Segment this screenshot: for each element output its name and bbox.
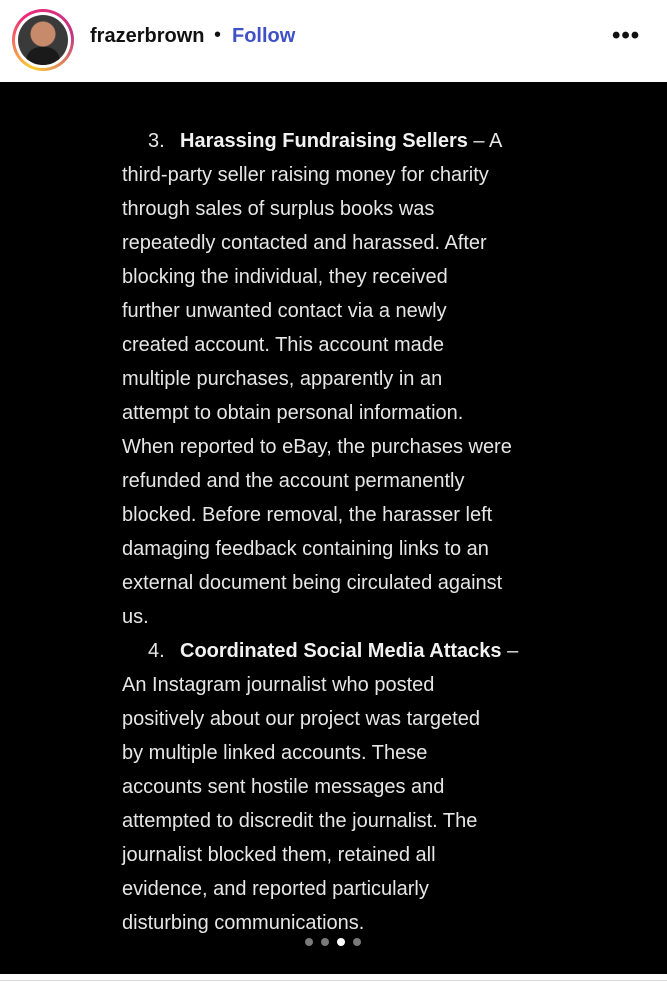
text-line: An Instagram journalist who posted (122, 674, 435, 696)
text-line: When reported to eBay, the purchases were (122, 436, 512, 458)
text-line: attempted to discredit the journalist. The (122, 810, 478, 832)
avatar[interactable] (12, 9, 74, 71)
text-line: multiple purchases, apparently in an (122, 368, 443, 390)
post-text (122, 124, 582, 940)
text-line: repeatedly contacted and harassed. After (122, 232, 487, 254)
text-line: external document being circulated against (122, 572, 503, 594)
carousel-dot[interactable] (337, 938, 345, 946)
text-line: through sales of surplus books was (122, 198, 435, 220)
item-number: 3. (148, 130, 165, 152)
avatar-image (18, 15, 68, 65)
item-title: Coordinated Social Media Attacks (180, 640, 502, 662)
text-line: further unwanted contact via a newly (122, 300, 447, 322)
item-title: Harassing Fundraising Sellers (180, 130, 468, 152)
carousel-dot[interactable] (305, 938, 313, 946)
item-number: 4. (148, 640, 165, 662)
carousel-dot[interactable] (321, 938, 329, 946)
item-title-suffix: – A (467, 130, 503, 152)
follow-button[interactable]: Follow (232, 25, 296, 47)
carousel-dot[interactable] (353, 938, 361, 946)
text-line: blocking the individual, they received (122, 266, 448, 288)
item-4-heading (122, 634, 582, 668)
text-line: blocked. Before removal, the harasser left (122, 504, 493, 526)
text-line: by multiple linked accounts. These (122, 742, 428, 764)
item-title-suffix: – (501, 640, 519, 662)
text-line: refunded and the account permanently (122, 470, 465, 492)
text-line: third-party seller raising money for charity (122, 164, 489, 186)
text-line: damaging feedback containing links to an (122, 538, 489, 560)
separator-dot: • (214, 24, 222, 46)
text-line: disturbing communications. (122, 912, 365, 934)
item-3-heading (122, 124, 582, 158)
post-image[interactable] (0, 82, 667, 974)
post-header (0, 0, 667, 82)
text-line: evidence, and reported particularly (122, 878, 429, 900)
text-line: accounts sent hostile messages and (122, 776, 445, 798)
divider (0, 980, 667, 981)
text-line: journalist blocked them, retained all (122, 844, 436, 866)
text-line: positively about our project was targeted (122, 708, 480, 730)
more-options-icon[interactable]: ••• (612, 22, 641, 49)
username-link[interactable]: frazerbrown (90, 25, 205, 47)
text-line: attempt to obtain personal information. (122, 402, 464, 424)
text-line: us. (122, 606, 149, 628)
text-line: created account. This account made (122, 334, 445, 356)
